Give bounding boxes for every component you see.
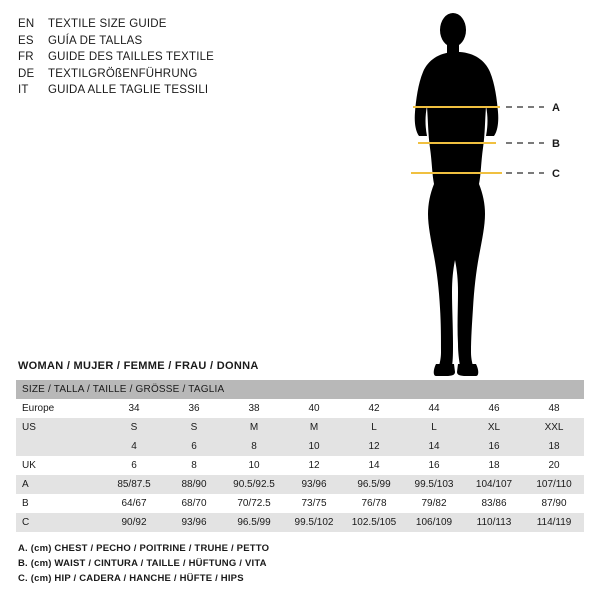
row-label: Europe [16,399,104,418]
cell: 18 [524,437,584,456]
cell: 44 [404,399,464,418]
cell: 93/96 [284,475,344,494]
cell: 40 [284,399,344,418]
cell: 107/110 [524,475,584,494]
title-text-fr: GUIDE DES TAILLES TEXTILE [48,51,215,63]
table-row [16,437,584,456]
language-code-en: EN [18,18,35,30]
cell: 8 [224,437,284,456]
cell: 73/75 [284,494,344,513]
cell: XL [464,418,524,437]
cell: 8 [164,456,224,475]
cell: 6 [104,456,164,475]
cell: 16 [464,437,524,456]
title-block [18,16,348,99]
cell: 16 [404,456,464,475]
title-text-it: GUIDA ALLE TAGLIE TESSILI [48,84,209,96]
cell: 36 [164,399,224,418]
table-row [16,475,584,494]
cell: 79/82 [404,494,464,513]
cell: 46 [464,399,524,418]
title-row-it [18,82,348,99]
language-code-it: IT [18,84,29,96]
table-header-label: SIZE / TALLA / TAILLE / GRÖSSE / TAGLIA [16,380,584,399]
marker-label-c: C [552,168,560,180]
section-label-woman: WOMAN / MUJER / FEMME / FRAU / DONNA [18,360,259,372]
legend-line-b: B. (cm) WAIST / CINTURA / TAILLE / HÜFTUNG / VITA [18,558,267,569]
title-row-es [18,33,348,50]
legend-line-a: A. (cm) CHEST / PECHO / POITRINE / TRUHE / PETTO [18,543,270,554]
language-code-fr: FR [18,51,34,63]
language-code-de: DE [18,67,35,80]
cell: 76/78 [344,494,404,513]
measurement-legend [18,541,488,586]
cell: 90/92 [104,513,164,532]
cell: 38 [224,399,284,418]
cell: 70/72.5 [224,494,284,513]
table-row [16,513,584,532]
cell: 99.5/102 [284,513,344,532]
cell: L [344,418,404,437]
legend-line-c: C. (cm) HIP / CADERA / HANCHE / HÜFTE / HIPS [18,573,244,584]
cell: 93/96 [164,513,224,532]
cell: 48 [524,399,584,418]
cell: 14 [344,456,404,475]
cell: S [164,418,224,437]
row-label: UK [16,456,104,475]
cell: 12 [344,437,404,456]
cell: 102.5/105 [344,513,404,532]
size-table [16,380,584,532]
cell: 34 [104,399,164,418]
cell: 68/70 [164,494,224,513]
cell: 90.5/92.5 [224,475,284,494]
cell: 14 [404,437,464,456]
cell: 114/119 [524,513,584,532]
cell: 18 [464,456,524,475]
cell: 96.5/99 [344,475,404,494]
cell: 10 [284,437,344,456]
marker-label-a: A [552,102,560,114]
cell: 83/86 [464,494,524,513]
cell: XXL [524,418,584,437]
table-row [16,456,584,475]
cell: 42 [344,399,404,418]
body-figure [348,8,588,378]
cell: S [104,418,164,437]
table-row [16,399,584,418]
table-row [16,418,584,437]
cell: 12 [284,456,344,475]
table-header-row [16,380,584,399]
cell: 88/90 [164,475,224,494]
cell: 110/113 [464,513,524,532]
cell: M [284,418,344,437]
marker-label-b: B [552,138,560,150]
cell: 104/107 [464,475,524,494]
size-table-wrapper [16,380,584,532]
female-silhouette-icon [415,13,499,376]
cell: 96.5/99 [224,513,284,532]
row-label: A [16,475,104,494]
cell: 20 [524,456,584,475]
title-row-de [18,66,348,83]
cell: 106/109 [404,513,464,532]
row-label: B [16,494,104,513]
cell: 64/67 [104,494,164,513]
title-text-de: TEXTILGRÖßENFÜHRUNG [48,67,198,80]
cell: M [224,418,284,437]
title-row-fr [18,49,348,66]
cell: 6 [164,437,224,456]
cell: L [404,418,464,437]
row-label: C [16,513,104,532]
language-code-es: ES [18,34,34,47]
cell: 4 [104,437,164,456]
cell: 85/87.5 [104,475,164,494]
cell: 10 [224,456,284,475]
title-row-en [18,16,348,33]
table-row [16,494,584,513]
row-label [16,437,104,456]
title-text-es: GUÍA DE TALLAS [48,34,143,47]
cell: 99.5/103 [404,475,464,494]
row-label: US [16,418,104,437]
title-text-en: TEXTILE SIZE GUIDE [48,18,167,30]
cell: 87/90 [524,494,584,513]
